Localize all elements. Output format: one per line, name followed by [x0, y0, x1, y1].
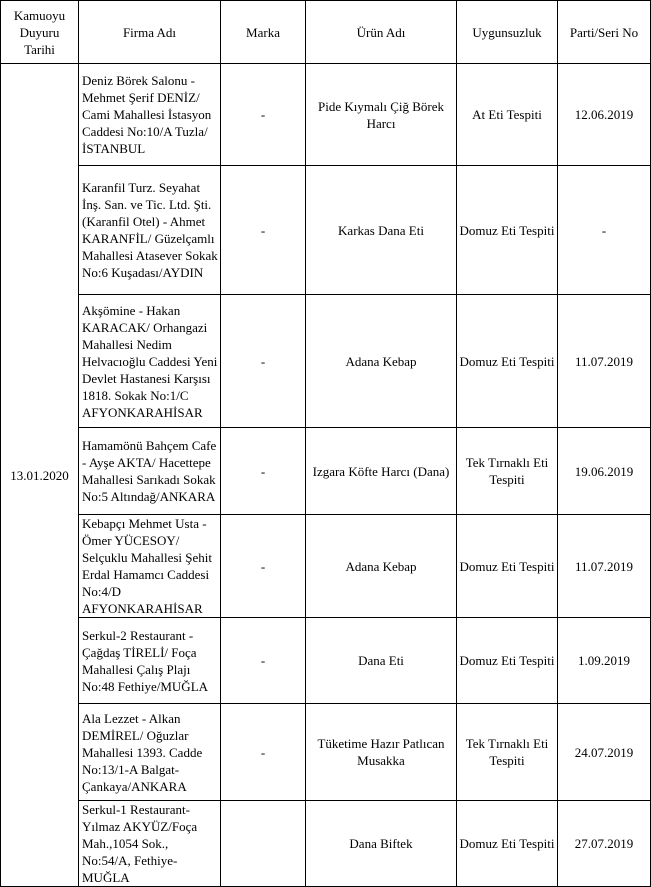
brand-cell: -: [221, 618, 306, 704]
header-row: [1, 1, 651, 64]
nonconformity-cell: At Eti Tespiti: [457, 64, 558, 166]
brand-cell: -: [221, 428, 306, 515]
table-row: [1, 166, 651, 295]
product-cell: Izgara Köfte Harcı (Dana): [306, 428, 457, 515]
header-product: Ürün Adı: [306, 1, 457, 64]
nonconformity-cell: Domuz Eti Tespiti: [457, 295, 558, 428]
table-row: [1, 704, 651, 801]
table-row: [1, 64, 651, 166]
header-date: Kamuoyu Duyuru Tarihi: [1, 1, 79, 64]
nonconformity-cell: Tek Tırnaklı Eti Tespiti: [457, 428, 558, 515]
lot-cell: 11.07.2019: [558, 295, 651, 428]
lot-cell: 12.06.2019: [558, 64, 651, 166]
table-row: [1, 428, 651, 515]
header-firm: Firma Adı: [79, 1, 221, 64]
product-cell: Adana Kebap: [306, 295, 457, 428]
lot-cell: 24.07.2019: [558, 704, 651, 801]
lot-cell: 27.07.2019: [558, 801, 651, 887]
firm-cell: Serkul-1 Restaurant-Yılmaz AKYÜZ/Foça Mah.,1054 Sok., No:54/A, Fethiye-MUĞLA: [79, 801, 221, 887]
table-row: [1, 515, 651, 618]
nonconformity-cell: Domuz Eti Tespiti: [457, 618, 558, 704]
brand-cell: -: [221, 166, 306, 295]
table-row: [1, 801, 651, 887]
brand-cell: -: [221, 64, 306, 166]
lot-cell: 19.06.2019: [558, 428, 651, 515]
table-row: [1, 618, 651, 704]
announcement-date-cell: 13.01.2020: [1, 64, 79, 887]
brand-cell: -: [221, 515, 306, 618]
product-cell: Dana Eti: [306, 618, 457, 704]
product-cell: Adana Kebap: [306, 515, 457, 618]
firm-cell: Deniz Börek Salonu - Mehmet Şerif DENİZ/ Cami Mahallesi İstasyon Caddesi No:10/A Tuzla/İSTANBUL: [79, 64, 221, 166]
nonconformity-cell: Domuz Eti Tespiti: [457, 166, 558, 295]
header-brand: Marka: [221, 1, 306, 64]
brand-cell: -: [221, 295, 306, 428]
header-lot: Parti/Seri No: [558, 1, 651, 64]
brand-cell: [221, 801, 306, 887]
nonconformity-cell: Domuz Eti Tespiti: [457, 515, 558, 618]
lot-cell: 11.07.2019: [558, 515, 651, 618]
firm-cell: Karanfil Turz. Seyahat İnş. San. ve Tic. Ltd. Şti. (Karanfil Otel) - Ahmet KARANFİL/ Güzelçamlı Mahallesi Atasever Sokak No:6 Kuşadası/AYDIN: [79, 166, 221, 295]
firm-cell: Serkul-2 Restaurant - Çağdaş TİRELİ/ Foça Mahallesi Çalış Plajı No:48 Fethiye/MUĞLA: [79, 618, 221, 704]
product-cell: Dana Biftek: [306, 801, 457, 887]
lot-cell: -: [558, 166, 651, 295]
firm-cell: Akşömine - Hakan KARACAK/ Orhangazi Mahallesi Nedim Helvacıoğlu Caddesi Yeni Devlet Hastanesi Karşısı 1818. Sokak No:1/C AFYONKARAHİSAR: [79, 295, 221, 428]
firm-cell: Hamamönü Bahçem Cafe - Ayşe AKTA/ Hacettepe Mahallesi Sarıkadı Sokak No:5 Altındağ/ANKARA: [79, 428, 221, 515]
header-nonconformity: Uygunsuzluk: [457, 1, 558, 64]
brand-cell: -: [221, 704, 306, 801]
lot-cell: 1.09.2019: [558, 618, 651, 704]
firm-cell: Ala Lezzet - Alkan DEMİREL/ Oğuzlar Mahallesi 1393. Cadde No:13/1-A Balgat-Çankaya/ANKARA: [79, 704, 221, 801]
nonconformity-cell: Domuz Eti Tespiti: [457, 801, 558, 887]
firm-cell: Kebapçı Mehmet Usta - Ömer YÜCESOY/ Selçuklu Mahallesi Şehit Erdal Hamamcı Caddesi No:4/D AFYONKARAHİSAR: [79, 515, 221, 618]
product-cell: Tüketime Hazır Patlıcan Musakka: [306, 704, 457, 801]
nonconformity-cell: Tek Tırnaklı Eti Tespiti: [457, 704, 558, 801]
product-cell: Pide Kıymalı Çiğ Börek Harcı: [306, 64, 457, 166]
product-cell: Karkas Dana Eti: [306, 166, 457, 295]
table-row: [1, 295, 651, 428]
